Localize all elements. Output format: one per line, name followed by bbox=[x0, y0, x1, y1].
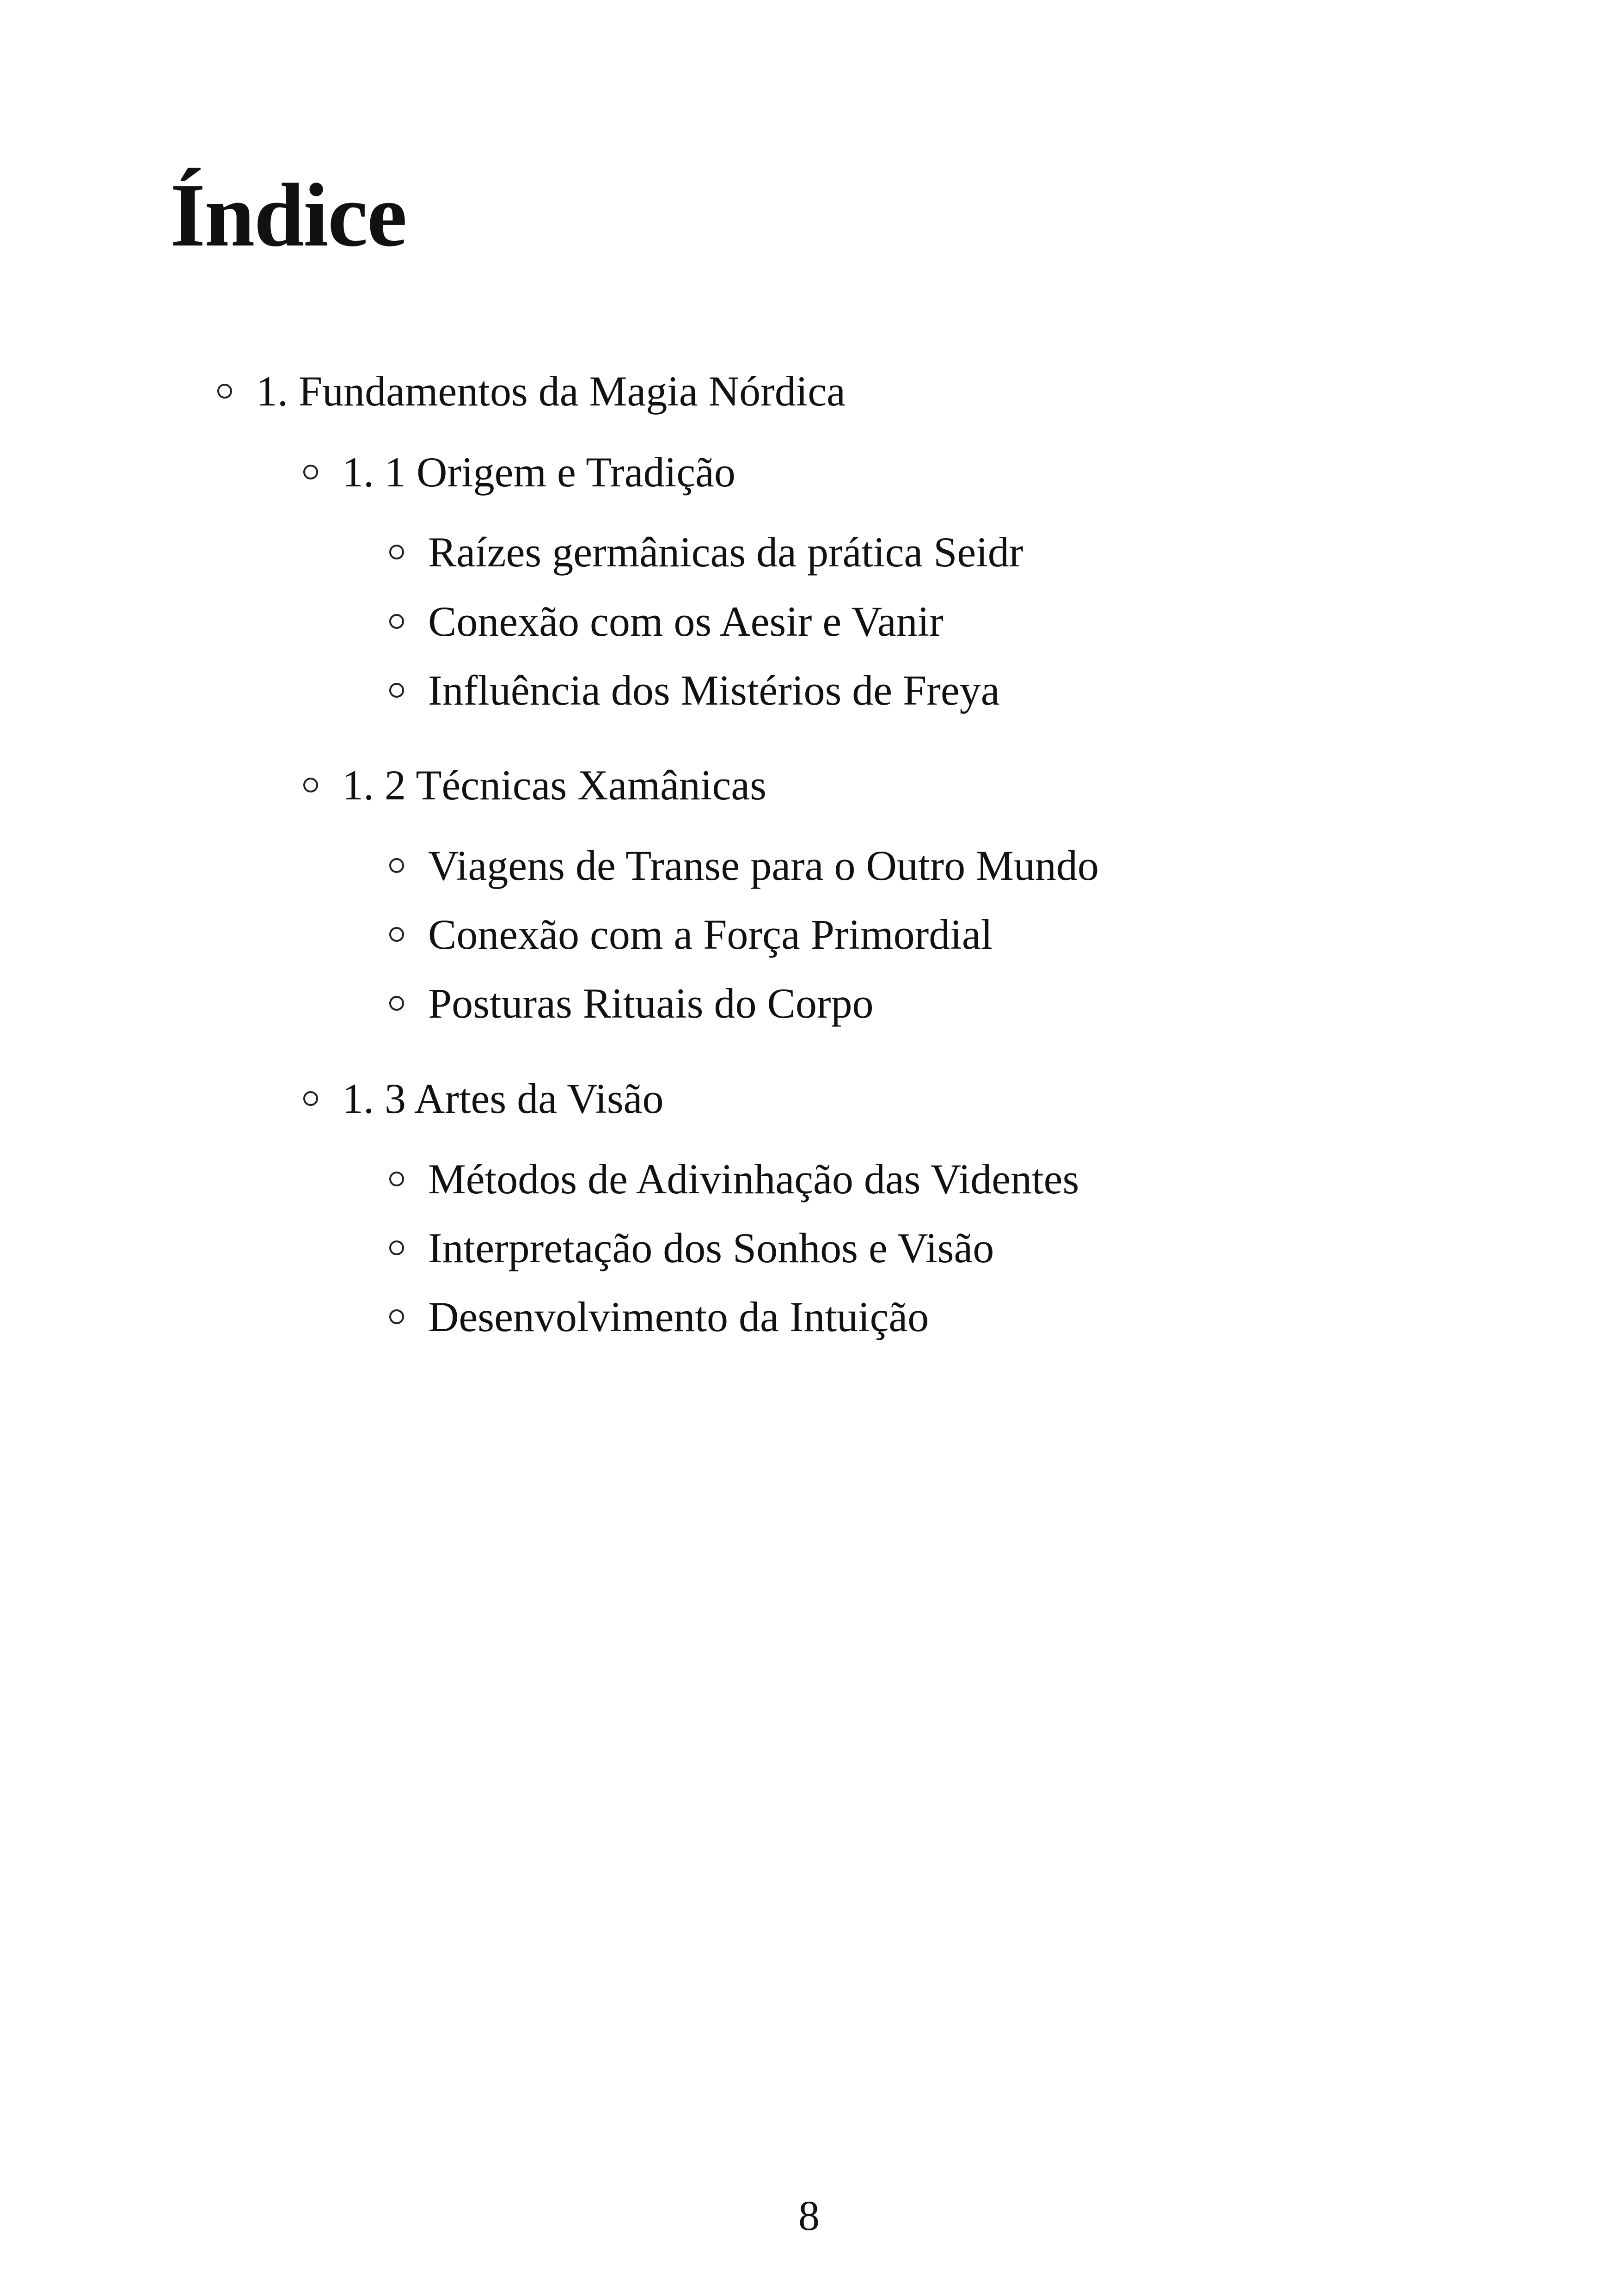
hollow-circle-bullet-icon bbox=[303, 778, 318, 792]
toc-chapter-label: 1. Fundamentos da Magia Nórdica bbox=[256, 368, 846, 415]
hollow-circle-bullet-icon bbox=[217, 384, 232, 399]
toc-subsection-label: Viagens de Transe para o Outro Mundo bbox=[428, 842, 1099, 889]
toc-subsection-entry[interactable] bbox=[389, 1155, 1079, 1203]
toc-subsection-label: Conexão com a Força Primordial bbox=[428, 911, 993, 958]
toc-subsection-entry[interactable] bbox=[389, 844, 1099, 887]
toc-subsection-entry[interactable] bbox=[389, 669, 1000, 712]
toc-subsection-label: Conexão com os Aesir e Vanir bbox=[428, 598, 944, 645]
hollow-circle-bullet-icon bbox=[389, 1240, 404, 1255]
toc-subsection-entry[interactable] bbox=[389, 913, 993, 956]
toc-section-entry[interactable] bbox=[303, 761, 766, 809]
toc-subsection-entry[interactable] bbox=[389, 600, 944, 643]
toc-subsection-entry[interactable] bbox=[389, 1224, 994, 1271]
toc-section-entry[interactable] bbox=[303, 1077, 663, 1120]
hollow-circle-bullet-icon bbox=[389, 996, 404, 1011]
toc-subsection-label: Métodos de Adivinhação das Videntes bbox=[428, 1155, 1079, 1203]
toc-subsection-entry[interactable] bbox=[389, 1295, 929, 1338]
toc-section-label: 1. 1 Origem e Tradição bbox=[342, 448, 735, 496]
hollow-circle-bullet-icon bbox=[389, 614, 404, 629]
hollow-circle-bullet-icon bbox=[303, 1091, 318, 1106]
toc-subsection-entry[interactable] bbox=[389, 528, 1024, 576]
toc-subsection-label: Influência dos Mistérios de Freya bbox=[428, 667, 1000, 714]
toc-section-label: 1. 2 Técnicas Xamânicas bbox=[342, 761, 766, 809]
toc-subsection-label: Posturas Rituais do Corpo bbox=[428, 980, 874, 1027]
hollow-circle-bullet-icon bbox=[389, 927, 404, 942]
toc-chapter-entry[interactable] bbox=[217, 368, 846, 415]
toc-subsection-label: Raízes germânicas da prática Seidr bbox=[428, 528, 1024, 576]
hollow-circle-bullet-icon bbox=[389, 545, 404, 559]
hollow-circle-bullet-icon bbox=[389, 1172, 404, 1186]
hollow-circle-bullet-icon bbox=[389, 858, 404, 873]
page-title: Índice bbox=[170, 165, 406, 265]
hollow-circle-bullet-icon bbox=[303, 465, 318, 479]
hollow-circle-bullet-icon bbox=[389, 683, 404, 698]
toc-section-label: 1. 3 Artes da Visão bbox=[342, 1075, 664, 1122]
toc-section-entry[interactable] bbox=[303, 448, 735, 496]
page-number: 8 bbox=[798, 2192, 820, 2239]
toc-subsection-label: Desenvolvimento da Intuição bbox=[428, 1293, 929, 1340]
hollow-circle-bullet-icon bbox=[389, 1309, 404, 1324]
toc-subsection-entry[interactable] bbox=[389, 982, 873, 1025]
toc-subsection-label: Interpretação dos Sonhos e Visão bbox=[428, 1224, 994, 1271]
